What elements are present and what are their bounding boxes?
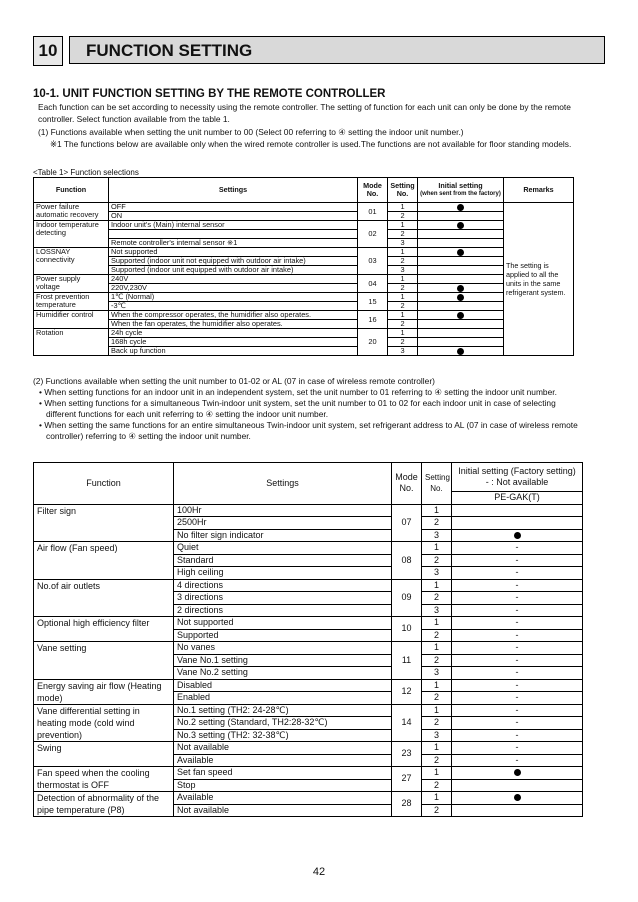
t2-row <box>34 704 583 717</box>
t2-initial: - <box>452 642 583 655</box>
t1-setting-no: 3 <box>388 239 418 248</box>
t1-initial <box>418 257 504 266</box>
t1-function: LOSSNAY connectivity <box>34 248 109 275</box>
t1-initial <box>418 275 504 284</box>
section2-bullet: • When setting functions for a simultaneous Twin-indoor unit system, set the unit number to 01 to 02 for each indoor unit in case of selecting different functions for each unit referring to ④ setting the indoor unit number. <box>39 398 556 419</box>
t2-setting: Enabled <box>174 692 392 705</box>
t1-initial <box>418 320 504 329</box>
t1-setting-no: 3 <box>388 266 418 275</box>
t2-row <box>34 742 583 755</box>
t2-initial <box>452 792 583 805</box>
t2-header-function: Function <box>34 463 174 505</box>
t2-initial: - <box>452 667 583 680</box>
t2-setting-no: 3 <box>422 567 452 580</box>
initial-setting-dot <box>457 294 464 301</box>
t2-setting: Available <box>174 792 392 805</box>
t1-setting-no: 2 <box>388 338 418 347</box>
t1-header-remarks: Remarks <box>504 178 574 203</box>
t1-mode: 16 <box>358 311 388 329</box>
t2-initial <box>452 767 583 780</box>
t2-initial: - <box>452 679 583 692</box>
t2-setting-no: 2 <box>422 654 452 667</box>
t1-mode: 01 <box>358 203 388 221</box>
t2-initial: - <box>452 579 583 592</box>
t2-function: Vane differential setting in heating mode (cold wind prevention) <box>34 704 174 742</box>
t2-mode: 23 <box>392 742 422 767</box>
t2-setting: Vane No.2 setting <box>174 667 392 680</box>
t2-initial: - <box>452 717 583 730</box>
t1-initial <box>418 347 504 356</box>
t1-header-settings: Settings <box>109 178 358 203</box>
t2-row <box>34 504 583 517</box>
t1-setting-no: 2 <box>388 320 418 329</box>
t1-initial <box>418 221 504 230</box>
t2-initial: - <box>452 542 583 555</box>
section-title: 10-1. UNIT FUNCTION SETTING BY THE REMOTE CONTROLLER <box>33 88 386 100</box>
t2-header-model: PE-GAK(T) <box>452 492 583 505</box>
initial-setting-dot <box>514 532 521 539</box>
t1-setting: When the compressor operates, the humidifier also operates. <box>109 311 358 320</box>
t2-header-setting-no: Setting No. <box>422 463 452 505</box>
t2-initial: - <box>452 654 583 667</box>
t2-setting-no: 2 <box>422 754 452 767</box>
intro-paragraph: Each function can be set according to necessity using the remote controller. The setting of function for each unit can only be done by the remote controller. Select function available from the table 1. <box>38 102 571 124</box>
t1-setting: Remote controller's internal sensor ※1 <box>109 239 358 248</box>
t2-setting-no: 2 <box>422 592 452 605</box>
t2-header-initial <box>452 463 583 492</box>
t2-row <box>34 792 583 805</box>
t2-initial: - <box>452 604 583 617</box>
t2-mode: 09 <box>392 579 422 617</box>
t2-setting: No.2 setting (Standard, TH2:28-32℃) <box>174 717 392 730</box>
t2-setting-no: 2 <box>422 779 452 792</box>
t1-setting: When the fan operates, the humidifier also operates. <box>109 320 358 329</box>
t2-row <box>34 617 583 630</box>
t1-setting-no: 1 <box>388 275 418 284</box>
t2-setting: Not supported <box>174 617 392 630</box>
t1-function: Power supply voltage <box>34 275 109 293</box>
section2-bullet: • When setting functions for an indoor unit in an independent system, set the unit number to 01 referring to ④ setting the indoor unit number. <box>39 387 557 397</box>
t2-row <box>34 679 583 692</box>
t1-setting: Not supported <box>109 248 358 257</box>
t2-setting-no: 1 <box>422 579 452 592</box>
t2-function: Detection of abnormality of the pipe temperature (P8) <box>34 792 174 817</box>
initial-setting-dot <box>457 285 464 292</box>
section2 <box>33 376 583 442</box>
section2-bullet: • When setting the same functions for an entire simultaneous Twin-indoor unit system, set refrigerant address to AL (07 in case of wireless remote controller) referring to ④ setting the indoor unit number. <box>39 420 578 441</box>
t2-initial: - <box>452 729 583 742</box>
t2-mode: 11 <box>392 642 422 680</box>
t2-setting-no: 1 <box>422 504 452 517</box>
t2-initial: - <box>452 754 583 767</box>
t1-setting: Supported (indoor unit equipped with outdoor air intake) <box>109 266 358 275</box>
t1-setting: 168h cycle <box>109 338 358 347</box>
t1-setting-no: 3 <box>388 347 418 356</box>
t2-row <box>34 542 583 555</box>
t1-initial <box>418 212 504 221</box>
initial-setting-dot <box>514 769 521 776</box>
t2-setting-no: 2 <box>422 554 452 567</box>
page-number: 42 <box>312 866 326 878</box>
t2-setting: Standard <box>174 554 392 567</box>
t1-setting-no: 2 <box>388 212 418 221</box>
t2-initial: - <box>452 617 583 630</box>
t2-mode: 27 <box>392 767 422 792</box>
t1-setting: 240V <box>109 275 358 284</box>
t2-setting: Available <box>174 754 392 767</box>
t1-setting-no: 1 <box>388 311 418 320</box>
t2-setting: Set fan speed <box>174 767 392 780</box>
t1-setting: ON <box>109 212 358 221</box>
function-settings-table-2 <box>33 462 583 817</box>
t1-function: Frost prevention temperature <box>34 293 109 311</box>
t1-row <box>34 221 574 230</box>
t2-setting: No.3 setting (TH2: 32-38℃) <box>174 729 392 742</box>
t1-initial <box>418 338 504 347</box>
t1-header-initial-main: Initial setting <box>438 181 483 190</box>
t2-function: Swing <box>34 742 174 767</box>
t2-header-initial-sub: - : Not available <box>485 477 549 487</box>
t2-mode: 10 <box>392 617 422 642</box>
t2-setting-no: 1 <box>422 767 452 780</box>
t2-setting-no: 2 <box>422 517 452 530</box>
t2-setting: No filter sign indicator <box>174 529 392 542</box>
t1-mode: 20 <box>358 329 388 356</box>
table1-caption: <Table 1> Function selections <box>33 168 139 177</box>
t1-setting-no: 2 <box>388 257 418 266</box>
t2-mode: 08 <box>392 542 422 580</box>
initial-setting-dot <box>457 204 464 211</box>
t1-header-initial <box>418 178 504 203</box>
t2-setting: 100Hr <box>174 504 392 517</box>
t2-setting-no: 2 <box>422 804 452 817</box>
t2-setting-no: 1 <box>422 642 452 655</box>
t1-mode: 02 <box>358 221 388 248</box>
t2-setting-no: 3 <box>422 667 452 680</box>
t1-setting-no: 1 <box>388 203 418 212</box>
t2-setting-no: 3 <box>422 529 452 542</box>
t1-function: Rotation <box>34 329 109 356</box>
t2-setting: Not available <box>174 742 392 755</box>
section-header <box>33 36 609 66</box>
t2-setting-no: 1 <box>422 542 452 555</box>
t2-header-mode: Mode No. <box>392 463 422 505</box>
t2-initial: - <box>452 742 583 755</box>
initial-setting-dot <box>514 794 521 801</box>
t2-setting-no: 1 <box>422 742 452 755</box>
t2-setting: Disabled <box>174 679 392 692</box>
t1-setting: 24h cycle <box>109 329 358 338</box>
t2-setting: 2 directions <box>174 604 392 617</box>
initial-setting-dot <box>457 222 464 229</box>
t2-function: No.of air outlets <box>34 579 174 617</box>
t1-remarks: The setting is applied to all the units in the same refrigerant system. <box>504 203 574 356</box>
t2-row <box>34 579 583 592</box>
t1-initial <box>418 311 504 320</box>
t1-setting: 220V,230V <box>109 284 358 293</box>
initial-setting-dot <box>457 249 464 256</box>
t1-header-mode: Mode No. <box>358 178 388 203</box>
t2-setting: Supported <box>174 629 392 642</box>
t1-initial <box>418 284 504 293</box>
t2-setting-no: 2 <box>422 629 452 642</box>
t2-setting: 4 directions <box>174 579 392 592</box>
t1-initial <box>418 302 504 311</box>
t2-setting: Vane No.1 setting <box>174 654 392 667</box>
t2-header-initial-main: Initial setting (Factory setting) <box>458 465 576 476</box>
t1-row <box>34 347 574 356</box>
t1-setting: Indoor unit's (Main) internal sensor <box>109 221 358 230</box>
t2-setting-no: 1 <box>422 704 452 717</box>
t2-initial <box>452 517 583 530</box>
t1-function: Power failure automatic recovery <box>34 203 109 221</box>
t2-row <box>34 642 583 655</box>
t2-initial: - <box>452 567 583 580</box>
t1-setting-no: 1 <box>388 293 418 302</box>
t1-setting-no: 1 <box>388 248 418 257</box>
t2-setting: Not available <box>174 804 392 817</box>
chapter-title: FUNCTION SETTING <box>69 36 605 64</box>
t2-mode: 28 <box>392 792 422 817</box>
t2-function: Filter sign <box>34 504 174 542</box>
t1-initial <box>418 203 504 212</box>
t1-initial <box>418 248 504 257</box>
t2-setting-no: 2 <box>422 692 452 705</box>
initial-setting-dot <box>457 312 464 319</box>
t2-header-settings: Settings <box>174 463 392 505</box>
t2-initial: - <box>452 629 583 642</box>
t2-setting: Stop <box>174 779 392 792</box>
t2-setting-no: 1 <box>422 792 452 805</box>
t2-setting-no: 1 <box>422 679 452 692</box>
t1-mode: 15 <box>358 293 388 311</box>
t1-mode: 03 <box>358 248 388 275</box>
t2-setting: No.1 setting (TH2: 24-28℃) <box>174 704 392 717</box>
t2-setting: High ceiling <box>174 567 392 580</box>
t2-setting: 3 directions <box>174 592 392 605</box>
t1-setting-no: 2 <box>388 302 418 311</box>
t1-setting-no: 2 <box>388 230 418 239</box>
t1-function: Indoor temperature detecting <box>34 221 109 248</box>
t2-initial: - <box>452 592 583 605</box>
t2-function: Air flow (Fan speed) <box>34 542 174 580</box>
t1-setting: Back up function <box>109 347 358 356</box>
t1-setting-no: 1 <box>388 329 418 338</box>
t1-setting: -3℃ <box>109 302 358 311</box>
t2-initial: - <box>452 704 583 717</box>
t1-header-initial-sub: (when sent from the factory) <box>420 191 501 197</box>
t2-setting: 2500Hr <box>174 517 392 530</box>
t2-row <box>34 767 583 780</box>
t2-initial <box>452 529 583 542</box>
note1-text: ※1 The functions below are available only when the wired remote controller is used.The functions are not available for floor standing models. <box>50 139 572 149</box>
t2-initial <box>452 504 583 517</box>
t2-setting: No vanes <box>174 642 392 655</box>
t2-initial <box>452 804 583 817</box>
t1-initial <box>418 239 504 248</box>
t1-function: Humidifier control <box>34 311 109 329</box>
chapter-number: 10 <box>33 36 63 66</box>
t2-mode: 14 <box>392 704 422 742</box>
t2-function: Optional high efficiency filter <box>34 617 174 642</box>
initial-setting-dot <box>457 348 464 355</box>
t1-initial <box>418 329 504 338</box>
t2-function: Energy saving air flow (Heating mode) <box>34 679 174 704</box>
t1-setting: Supported (indoor unit not equipped with outdoor air intake) <box>109 257 358 266</box>
t1-initial <box>418 266 504 275</box>
item1-text: (1) Functions available when setting the unit number to 00 (Select 00 referring to ④ setting the indoor unit number.) <box>38 127 464 137</box>
t2-initial: - <box>452 692 583 705</box>
t2-body <box>34 504 583 817</box>
t2-function: Vane setting <box>34 642 174 680</box>
t1-setting: OFF <box>109 203 358 212</box>
t2-setting-no: 3 <box>422 604 452 617</box>
t1-setting-no: 2 <box>388 284 418 293</box>
t1-setting: 1℃ (Normal) <box>109 293 358 302</box>
t1-initial <box>418 293 504 302</box>
t2-setting-no: 1 <box>422 617 452 630</box>
t1-setting-no: 1 <box>388 221 418 230</box>
t2-setting-no: 2 <box>422 717 452 730</box>
t2-setting-no: 3 <box>422 729 452 742</box>
t1-mode: 04 <box>358 275 388 293</box>
t2-mode: 12 <box>392 679 422 704</box>
function-selection-table <box>33 177 574 356</box>
t2-function: Fan speed when the cooling thermostat is OFF <box>34 767 174 792</box>
t1-header-function: Function <box>34 178 109 203</box>
t2-setting: Quiet <box>174 542 392 555</box>
t2-initial: - <box>452 554 583 567</box>
t1-header-setting-no: Setting No. <box>388 178 418 203</box>
t1-initial <box>418 230 504 239</box>
section2-heading: (2) Functions available when setting the unit number to 01-02 or AL (07 in case of wireless remote controller) <box>33 376 435 386</box>
t1-body <box>34 203 574 356</box>
t2-initial <box>452 779 583 792</box>
t2-mode: 07 <box>392 504 422 542</box>
